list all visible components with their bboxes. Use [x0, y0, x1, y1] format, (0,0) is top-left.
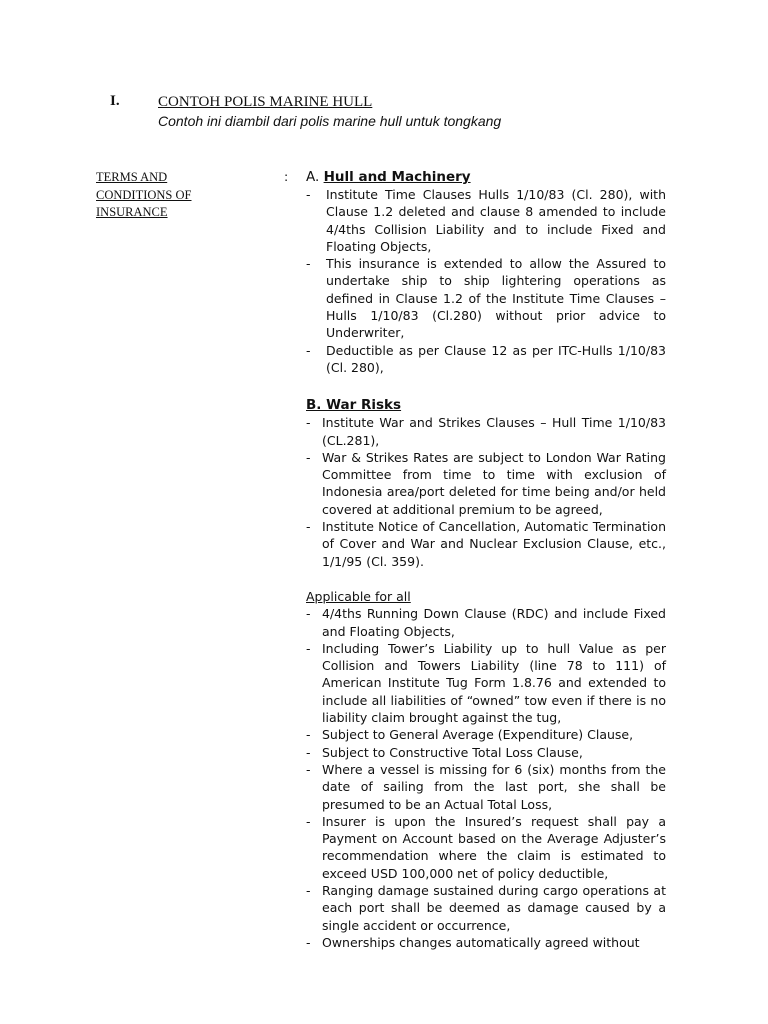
- list-item: [306, 726, 666, 743]
- dash-bullet: -: [306, 606, 311, 622]
- dash-bullet: -: [306, 761, 311, 777]
- section-b-heading: B. War Risks: [306, 397, 402, 414]
- section-a-heading: [306, 168, 666, 186]
- dash-bullet: -: [306, 727, 311, 743]
- list-item: [306, 882, 666, 934]
- list-item: [306, 255, 666, 341]
- list-item-text: Institute War and Strikes Clauses – Hull Time 1/10/83 (CL.281),: [322, 415, 666, 448]
- dash-bullet: -: [306, 187, 311, 202]
- terms-label: [96, 169, 236, 222]
- dash-bullet: -: [306, 256, 311, 272]
- label-separator: :: [284, 169, 289, 184]
- section-b-list: [306, 414, 666, 570]
- list-item: [306, 186, 666, 255]
- list-item-text: Subject to Constructive Total Loss Clause,: [322, 744, 583, 760]
- list-item-text: Institute Notice of Cancellation, Automatic Termination of Cover and War and Nuclear Exclusion Clause, etc., 1/1/95 (Cl. 359).: [322, 519, 666, 569]
- list-item: [306, 518, 666, 570]
- list-item-text: Where a vessel is missing for 6 (six) months from the date of sailing from the last port, she shall be presumed to be an Actual Total Loss,: [322, 761, 666, 812]
- dash-bullet: -: [306, 519, 311, 535]
- section-number: I.: [110, 93, 120, 109]
- list-item-text: Including Tower’s Liability up to hull Value as per Collision and Towers Liability (line 78 to 111) of American Institute Tug Form 1.8.76 and extended to include all liabilities of “owned” tow even if there is no liability claim brought against the tug,: [322, 640, 666, 726]
- dash-bullet: -: [306, 342, 311, 358]
- list-item-text: Deductible as per Clause 12 as per ITC-Hulls 1/10/83 (Cl. 280),: [326, 342, 666, 375]
- dash-bullet: -: [306, 882, 311, 898]
- document-title: CONTOH POLIS MARINE HULL: [158, 94, 373, 110]
- dash-bullet: -: [306, 744, 311, 760]
- section-a-title: Hull and Machinery: [323, 169, 471, 185]
- list-item-text: War & Strikes Rates are subject to London War Rating Committee from time to time with exclusion of Indonesia area/port deleted for time being and/or held covered at additional premium to be agreed,: [322, 449, 666, 517]
- list-item: [306, 934, 666, 951]
- terms-label-line: INSURANCE: [96, 205, 168, 219]
- section-a-list: [306, 186, 666, 376]
- terms-label-line: TERMS AND: [96, 170, 168, 184]
- terms-content: [306, 168, 666, 951]
- list-item-text: Insurer is upon the Insured’s request shall pay a Payment on Account based on the Average Adjuster’s recommendation where the claim is estimated to exceed USD 100,000 net of policy deductible,: [322, 813, 666, 881]
- list-item-text: This insurance is extended to allow the Assured to undertake ship to ship lightering operations as defined in Clause 1.2 of the Institute Time Clauses – Hulls 1/10/83 (Cl.280) without prior advice to Underwriter,: [326, 256, 666, 341]
- section-c-list: [306, 605, 666, 951]
- list-item-text: Ownerships changes automatically agreed without: [322, 934, 640, 950]
- list-item: [306, 761, 666, 813]
- list-item: [306, 813, 666, 882]
- dash-bullet: -: [306, 813, 311, 829]
- section-a-prefix: A.: [306, 169, 324, 185]
- list-item: [306, 640, 666, 726]
- list-item: [306, 605, 666, 640]
- document-subtitle: Contoh ini diambil dari polis marine hull untuk tongkang: [158, 113, 502, 129]
- list-item-text: Institute Time Clauses Hulls 1/10/83 (Cl. 280), with Clause 1.2 deleted and clause 8 amended to include 4/4ths Collision Liability and to include Fixed and Floating Objects,: [326, 187, 666, 254]
- list-item: [306, 414, 666, 449]
- list-item-text: Ranging damage sustained during cargo operations at each port shall be deemed as damage caused by a single accident or occurrence,: [322, 882, 666, 933]
- dash-bullet: -: [306, 934, 311, 950]
- list-item: [306, 342, 666, 377]
- dash-bullet: -: [306, 640, 311, 656]
- list-item: [306, 744, 666, 761]
- dash-bullet: -: [306, 449, 311, 465]
- list-item-text: 4/4ths Running Down Clause (RDC) and include Fixed and Floating Objects,: [322, 606, 666, 639]
- section-c-heading: Applicable for all: [306, 588, 411, 604]
- dash-bullet: -: [306, 415, 311, 431]
- list-item-text: Subject to General Average (Expenditure) Clause,: [322, 727, 634, 743]
- list-item: [306, 449, 666, 518]
- terms-label-line: CONDITIONS OF: [96, 187, 192, 202]
